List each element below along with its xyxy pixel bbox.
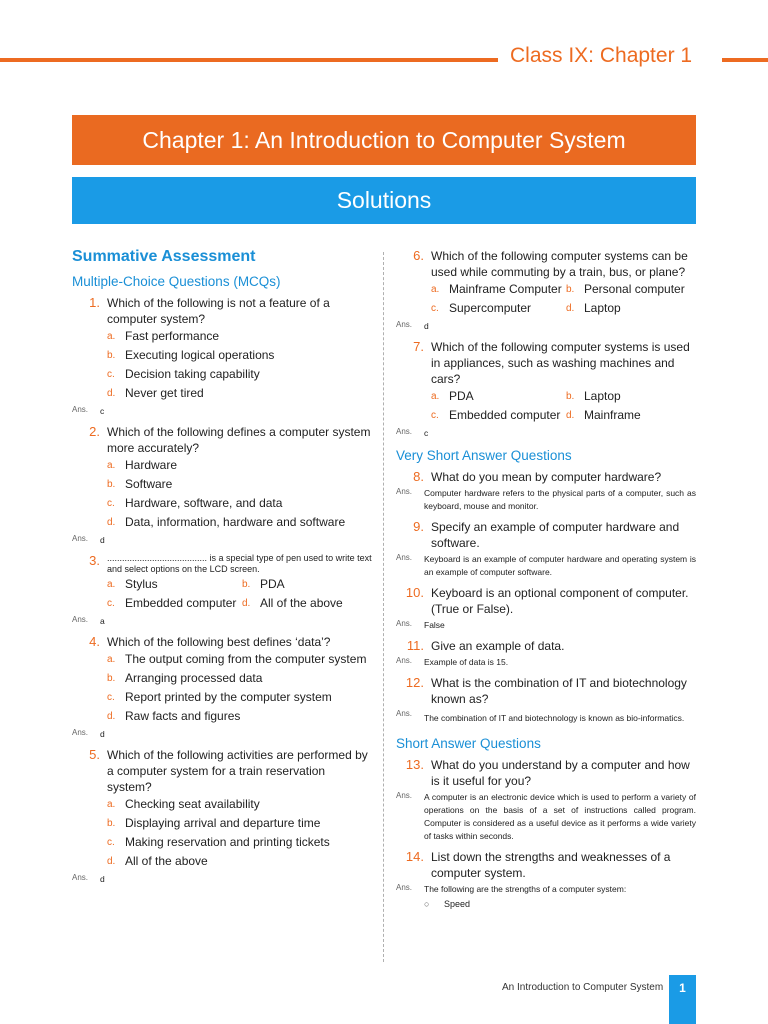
option <box>431 299 566 318</box>
question-12 <box>396 675 696 707</box>
answer-label: Ans. <box>396 656 413 665</box>
option-text: Executing logical operations <box>125 348 275 362</box>
option <box>566 387 696 406</box>
answer-label: Ans. <box>396 709 413 718</box>
option-text: Mainframe Computer <box>449 282 562 296</box>
answer-label: Ans. <box>396 487 413 496</box>
answer-1 <box>72 405 372 418</box>
answer-9 <box>396 553 696 579</box>
answer-text: False <box>424 620 445 630</box>
option-text: Hardware <box>125 458 178 472</box>
answer-text: c <box>424 428 429 438</box>
option-text: Supercomputer <box>449 301 532 315</box>
option-letter: c. <box>107 598 115 609</box>
answer-label: Ans. <box>396 619 413 628</box>
question-9 <box>396 519 696 551</box>
option <box>566 406 696 425</box>
option-letter: d. <box>107 856 116 867</box>
question-text: Which of the following computer systems can be used while commuting by a train, bus, or plane? <box>431 249 688 279</box>
option-text: PDA <box>449 389 474 403</box>
chapter-banner: Chapter 1: An Introduction to Computer System <box>72 115 696 165</box>
header-rule-left <box>0 58 498 62</box>
option-text: All of the above <box>125 854 208 868</box>
option-letter: b. <box>107 350 116 361</box>
answer-label: Ans. <box>72 615 89 624</box>
option-letter: a. <box>107 654 116 665</box>
option-letter: c. <box>107 369 115 380</box>
option-letter: a. <box>431 391 440 402</box>
solutions-banner: Solutions <box>72 177 696 224</box>
option <box>107 384 372 403</box>
short-answer-heading: Short Answer Questions <box>396 736 541 751</box>
question-text: List down the strengths and weaknesses of a computer system. <box>431 850 671 880</box>
answer-label: Ans. <box>396 791 413 800</box>
answer-12 <box>396 709 696 728</box>
footer-title: An Introduction to Computer System <box>502 982 664 993</box>
question-13 <box>396 757 696 789</box>
circle-bullet-icon: ○ <box>424 899 430 909</box>
option-text: Hardware, software, and data <box>125 496 283 510</box>
option-letter: b. <box>107 818 116 829</box>
question-1 <box>72 295 372 327</box>
option <box>107 346 372 365</box>
question-number: 3. <box>89 553 100 568</box>
question-text: Keyboard is an optional component of computer. (True or False). <box>431 586 689 616</box>
question-number: 13. <box>405 757 424 772</box>
very-short-answer-heading: Very Short Answer Questions <box>396 448 572 463</box>
option-text: Making reservation and printing tickets <box>125 835 330 849</box>
option <box>107 575 242 594</box>
question-8 <box>396 469 696 485</box>
option-letter: d. <box>107 711 116 722</box>
answer-3 <box>72 615 372 628</box>
left-column <box>72 248 372 886</box>
option <box>107 833 372 852</box>
question-text: Which of the following computer systems is used in appliances, such as washing machines and cars? <box>431 340 690 386</box>
answer-7 <box>396 427 696 440</box>
option-text: Personal computer <box>584 282 685 296</box>
option-letter: c. <box>431 303 439 314</box>
question-5 <box>72 747 372 795</box>
option-text: Report printed by the computer system <box>125 690 332 704</box>
question-text: What do you mean by computer hardware? <box>431 470 662 484</box>
question-number: 11. <box>406 638 424 653</box>
answer-13 <box>396 791 696 843</box>
answer-text: The following are the strengths of a computer system: <box>424 884 627 894</box>
option-text: Mainframe <box>584 408 641 422</box>
question-text: Which of the following defines a computer system more accurately? <box>107 425 371 455</box>
option-text: Laptop <box>584 301 621 315</box>
option-text: The output coming from the computer system <box>125 652 367 666</box>
answer-text: d <box>424 321 429 331</box>
option <box>107 513 372 532</box>
option-letter: a. <box>107 331 116 342</box>
option-letter: a. <box>107 799 116 810</box>
option-letter: c. <box>107 837 115 848</box>
question-number: 12. <box>405 675 424 690</box>
option-letter: d. <box>107 517 116 528</box>
answer-label: Ans. <box>72 405 89 414</box>
option-text: Displaying arrival and departure time <box>125 816 321 830</box>
option <box>242 575 372 594</box>
option-letter: b. <box>242 579 251 590</box>
option-text: Embedded computer <box>125 596 237 610</box>
option-text: Raw facts and figures <box>125 709 241 723</box>
option-letter: b. <box>107 673 116 684</box>
answer-text: d <box>100 729 105 739</box>
options <box>100 795 372 871</box>
option-text: All of the above <box>260 596 343 610</box>
header-rule-right <box>722 58 768 62</box>
option-text: Checking seat availability <box>125 797 260 811</box>
question-number: 6. <box>413 248 424 263</box>
question-number: 7. <box>413 339 424 354</box>
option <box>107 456 372 475</box>
question-3 <box>72 553 372 575</box>
question-number: 8. <box>413 469 424 484</box>
answer-text: Example of data is 15. <box>424 657 509 667</box>
option-text: Decision taking capability <box>125 367 260 381</box>
options <box>424 387 696 425</box>
option <box>242 594 372 613</box>
options <box>424 280 696 318</box>
section-heading: Summative Assessment <box>72 248 256 265</box>
option-text: Stylus <box>125 577 158 591</box>
question-text: Which of the following activities are performed by a computer system for a train reservation system? <box>107 748 368 794</box>
answer-text: d <box>100 535 105 545</box>
option-text: Data, information, hardware and software <box>125 515 346 529</box>
options <box>100 575 372 613</box>
option-letter: d. <box>566 303 575 314</box>
option <box>107 795 372 814</box>
answer-5 <box>72 873 372 886</box>
option-text: PDA <box>260 577 285 591</box>
option <box>431 387 566 406</box>
option-text: Never get tired <box>125 386 204 400</box>
answer-text: Computer hardware refers to the physical parts of a computer, such as keyboard, mouse and monitor. <box>424 488 696 511</box>
option-letter: a. <box>107 460 116 471</box>
question-number: 2. <box>89 424 100 439</box>
question-number: 5. <box>89 747 100 762</box>
options <box>100 456 372 532</box>
question-7 <box>396 339 696 387</box>
class-chapter-title: Class IX: Chapter 1 <box>510 44 693 67</box>
option <box>431 406 566 425</box>
option-letter: c. <box>107 498 115 509</box>
answer-text: A computer is an electronic device which is used to perform a variety of operations on the basis of a set of instructions called program. Computer is considered as a useful device as it performs a wide variety of tasks within seconds. <box>424 792 696 841</box>
answer-2 <box>72 534 372 547</box>
bullet-text: Speed <box>444 899 471 909</box>
option-letter: a. <box>431 284 440 295</box>
question-number: 1. <box>89 295 100 310</box>
question-text: Specify an example of computer hardware and software. <box>431 520 680 550</box>
option <box>107 688 372 707</box>
right-column <box>396 248 696 910</box>
question-text: What is the combination of IT and biotechnology known as? <box>431 676 687 706</box>
question-text: ........................................ is a special type of pen used to write text and select options on the LCD screen. <box>107 553 372 574</box>
option-letter: d. <box>107 388 116 399</box>
question-2 <box>72 424 372 456</box>
option-text: Software <box>125 477 173 491</box>
option-letter: d. <box>566 410 575 421</box>
answer-label: Ans. <box>396 320 413 329</box>
option <box>107 650 372 669</box>
question-11 <box>396 638 696 654</box>
option-letter: b. <box>566 284 575 295</box>
answer-label: Ans. <box>396 553 413 562</box>
answer-label: Ans. <box>72 873 89 882</box>
question-text: What do you understand by a computer and how is it useful for you? <box>431 758 690 788</box>
question-number: 10. <box>405 585 424 600</box>
option <box>107 814 372 833</box>
column-divider <box>383 252 384 962</box>
option-text: Arranging processed data <box>125 671 263 685</box>
option <box>431 280 566 299</box>
answer-label: Ans. <box>396 427 413 436</box>
answer-10 <box>396 619 696 632</box>
option-letter: b. <box>566 391 575 402</box>
answer-label: Ans. <box>396 883 413 892</box>
option <box>107 852 372 871</box>
question-6 <box>396 248 696 280</box>
answer-11 <box>396 656 696 669</box>
options <box>100 327 372 403</box>
option <box>107 707 372 726</box>
question-4 <box>72 634 372 650</box>
question-text: Which of the following best defines ‘data’? <box>107 635 331 649</box>
option-letter: c. <box>431 410 439 421</box>
option <box>107 365 372 384</box>
option <box>107 327 372 346</box>
bullet-item <box>424 898 696 910</box>
answer-text: The combination of IT and biotechnology is known as bio-informatics. <box>424 713 685 723</box>
answer-8 <box>396 487 696 513</box>
answer-text: c <box>100 406 105 416</box>
question-text: Give an example of data. <box>431 639 565 653</box>
mcq-heading: Multiple-Choice Questions (MCQs) <box>72 274 281 289</box>
answer-6 <box>396 320 696 333</box>
question-number: 4. <box>89 634 100 649</box>
option <box>566 280 696 299</box>
option-text: Fast performance <box>125 329 220 343</box>
option <box>107 669 372 688</box>
option-letter: b. <box>107 479 116 490</box>
options <box>100 650 372 726</box>
option <box>107 594 242 613</box>
option-letter: c. <box>107 692 115 703</box>
page-number: 1 <box>669 975 696 1024</box>
answer-text: d <box>100 874 105 884</box>
option-letter: d. <box>242 598 251 609</box>
option-text: Embedded computer <box>449 408 561 422</box>
answer-text: a <box>100 616 105 626</box>
answer-label: Ans. <box>72 728 89 737</box>
option <box>566 299 696 318</box>
option-letter: a. <box>107 579 116 590</box>
question-text: Which of the following is not a feature of a computer system? <box>107 296 330 326</box>
question-number: 9. <box>413 519 424 534</box>
question-number: 14. <box>405 849 424 864</box>
option <box>107 494 372 513</box>
option <box>107 475 372 494</box>
question-14 <box>396 849 696 881</box>
answer-text: Keyboard is an example of computer hardware and operating system is an example of computer software. <box>424 554 696 577</box>
option-text: Laptop <box>584 389 621 403</box>
answer-label: Ans. <box>72 534 89 543</box>
answer-4 <box>72 728 372 741</box>
answer-14 <box>396 883 696 896</box>
question-10 <box>396 585 696 617</box>
